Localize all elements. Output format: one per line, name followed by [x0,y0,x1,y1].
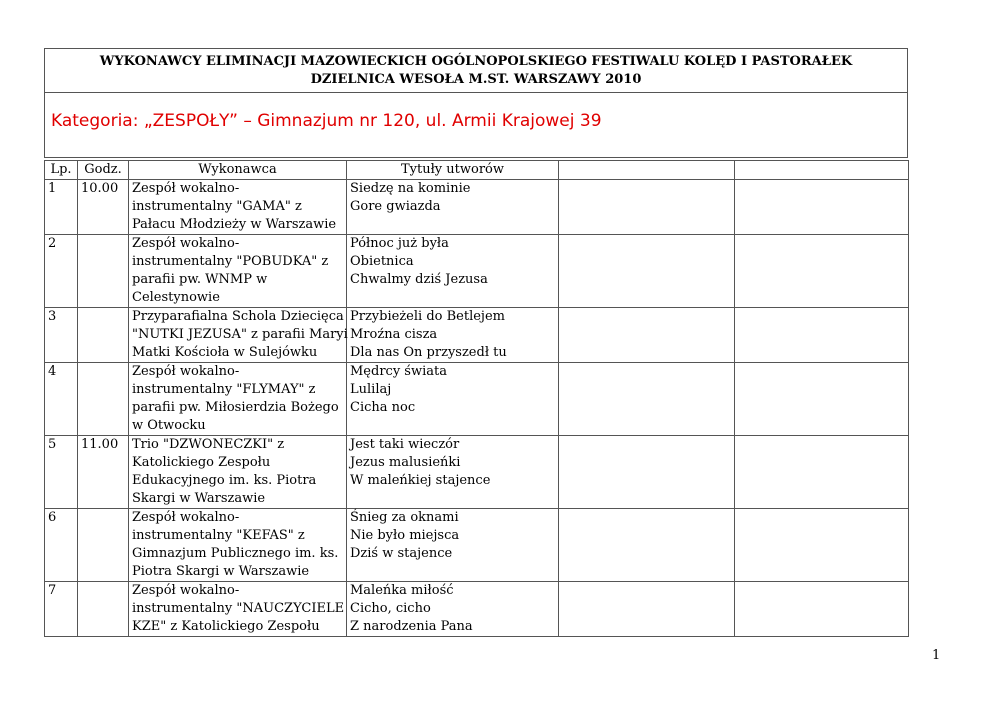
performer-line: Katolickiego Zespołu [132,455,271,470]
performer-line: instrumentalny "FLYMAY" z [132,382,316,397]
table-row [45,180,909,235]
song-title: Obietnica [350,254,414,269]
performer-line: parafii pw. Miłosierdzia Bożego [132,400,339,415]
song-title: Północ już była [350,236,449,251]
cell-tytuly [347,582,559,637]
cell-empty-2 [735,509,909,582]
song-title: Cicho, cicho [350,601,431,616]
song-title: Gore gwiazda [350,199,441,214]
performer-line: Matki Kościoła w Sulejówku [132,345,318,360]
cell-godz [78,582,129,637]
cell-empty-2 [735,235,909,308]
performer-line: w Otwocku [132,418,206,433]
cell-tytuly [347,363,559,436]
performer-line: Zespół wokalno- [132,364,240,379]
song-title: Maleńka miłość [350,583,454,598]
table-row [45,582,909,637]
song-title: Mędrcy świata [350,364,447,379]
column-header-lp: Lp. [45,161,78,180]
title-line-1: WYKONAWCY ELIMINACJI MAZOWIECKICH OGÓLNOPOLSKIEGO FESTIWALU KOLĘD I PASTORAŁEK [99,54,853,69]
cell-godz [78,363,129,436]
song-title: Nie było miejsca [350,528,460,543]
cell-lp: 4 [45,363,78,436]
performer-line: parafii pw. WNMP w [132,272,268,287]
song-title: Jest taki wieczór [350,437,460,452]
cell-empty-1 [559,235,735,308]
cell-tytuly [347,308,559,363]
cell-empty-1 [559,180,735,235]
performer-line: Gimnazjum Publicznego im. ks. [132,546,339,561]
song-title: Chwalmy dziś Jezusa [350,272,488,287]
performer-line: KZE" z Katolickiego Zespołu [132,619,320,634]
table-header-row [45,161,909,180]
cell-empty-1 [559,509,735,582]
performer-line: instrumentalny "POBUDKA" z [132,254,329,269]
cell-wykonawca [129,308,347,363]
table-row [45,308,909,363]
table-row [45,363,909,436]
cell-godz [78,509,129,582]
performer-line: Zespół wokalno- [132,181,240,196]
table-row [45,436,909,509]
song-title: Mroźna cisza [350,327,438,342]
cell-wykonawca [129,363,347,436]
column-header-empty-1 [559,161,735,180]
cell-wykonawca [129,436,347,509]
cell-lp: 5 [45,436,78,509]
song-title: Dla nas On przyszedł tu [350,345,507,360]
cell-empty-1 [559,582,735,637]
cell-lp: 1 [45,180,78,235]
cell-godz: 11.00 [78,436,129,509]
column-header-tytuly: Tytuły utworów [347,161,559,180]
cell-tytuly [347,180,559,235]
performer-line: Edukacyjnego im. ks. Piotra [132,473,317,488]
performer-line: Zespół wokalno- [132,236,240,251]
document-title [45,49,907,93]
cell-lp: 6 [45,509,78,582]
title-line-2: DZIELNICA WESOŁA M.ST. WARSZAWY 2010 [310,72,642,87]
cell-wykonawca [129,582,347,637]
cell-lp: 7 [45,582,78,637]
cell-wykonawca [129,235,347,308]
song-title: Śnieg za oknami [350,510,459,525]
song-title: Lulilaj [350,382,392,397]
performer-line: "NUTKI JEZUSA" z parafii Maryi [132,327,348,342]
performers-table [44,160,909,637]
cell-lp: 2 [45,235,78,308]
song-title: Dziś w stajence [350,546,453,561]
performer-line: Celestynowie [132,290,220,305]
cell-tytuly [347,509,559,582]
cell-godz [78,308,129,363]
column-header-godz: Godz. [78,161,129,180]
cell-tytuly [347,235,559,308]
song-title: Cicha noc [350,400,416,415]
cell-wykonawca [129,509,347,582]
song-title: Jezus malusieńki [350,455,461,470]
performer-line: Piotra Skargi w Warszawie [132,564,310,579]
cell-lp: 3 [45,308,78,363]
cell-wykonawca [129,180,347,235]
song-title: W maleńkiej stajence [350,473,491,488]
song-title: Przybieżeli do Betlejem [350,309,505,324]
header-box [44,48,908,158]
table-row [45,509,909,582]
performer-line: Pałacu Młodzieży w Warszawie [132,217,337,232]
performer-line: Trio "DZWONECZKI" z [132,437,285,452]
performer-line: instrumentalny "KEFAS" z [132,528,305,543]
cell-empty-2 [735,436,909,509]
performer-line: Zespół wokalno- [132,583,240,598]
cell-empty-2 [735,363,909,436]
cell-godz [78,235,129,308]
column-header-wykonawca: Wykonawca [129,161,347,180]
cell-tytuly [347,436,559,509]
cell-empty-1 [559,363,735,436]
cell-empty-2 [735,582,909,637]
cell-godz: 10.00 [78,180,129,235]
performer-line: instrumentalny "NAUCZYCIELE [132,601,345,616]
performer-line: Skargi w Warszawie [132,491,266,506]
table-body [45,180,909,637]
cell-empty-1 [559,308,735,363]
cell-empty-2 [735,180,909,235]
column-header-empty-2 [735,161,909,180]
song-title: Z narodzenia Pana [350,619,473,634]
performer-line: Przyparafialna Schola Dziecięca [132,309,344,324]
table-row [45,235,909,308]
performer-line: Zespół wokalno- [132,510,240,525]
category-label: Kategoria: „ZESPOŁY” – Gimnazjum nr 120, ul. Armii Krajowej 39 [51,111,602,131]
cell-empty-2 [735,308,909,363]
cell-empty-1 [559,436,735,509]
performer-line: instrumentalny "GAMA" z [132,199,302,214]
page-number: 1 [932,648,941,663]
song-title: Siedzę na kominie [350,181,471,196]
